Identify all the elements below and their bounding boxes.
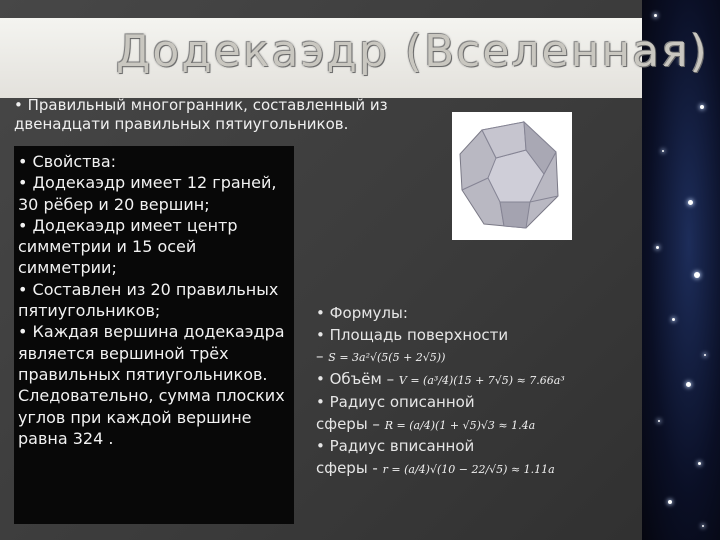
inradius-formula-line — [316, 458, 636, 481]
area-dash: – — [316, 347, 324, 366]
inradius-formula: r = (a/4)√(10 − 22/√5) ≈ 1.11a — [382, 462, 555, 476]
property-item: • Додекаэдр имеет 12 граней, 30 рёбер и 20 вершин; — [18, 173, 277, 214]
circumradius-formula-line — [316, 414, 636, 437]
area-formula: S = 3a²√(5(5 + 2√5)) — [328, 351, 446, 365]
property-item: • Каждая вершина додекаэдра является вершиной трёх правильных пятиугольников. Следовательно, сумма плоских углов при каждой вершине равна 324 . — [18, 322, 285, 448]
area-formula-line — [316, 346, 636, 369]
volume-formula: V = (a³/4)(15 + 7√5) ≈ 7.66a³ — [398, 374, 565, 388]
volume-label: • Объём – — [316, 370, 395, 389]
slide-title: Додекаэдр (Вселенная) — [116, 26, 709, 77]
properties-list — [18, 151, 294, 449]
property-item: • Свойства: — [18, 152, 117, 171]
circumradius-label-2: сферы – — [316, 414, 380, 433]
circumradius-label: • Радиус описанной — [316, 392, 475, 411]
property-item: • Додекаэдр имеет центр симметрии и 15 осей симметрии; — [18, 215, 238, 278]
volume-formula-line — [316, 369, 636, 392]
inradius-label-2: сферы - — [316, 458, 378, 477]
formulas-header: • Формулы: — [316, 304, 408, 322]
dodecahedron-image — [452, 112, 572, 240]
inradius-label: • Радиус вписанной — [316, 437, 475, 456]
area-label: • Площадь поверхности — [316, 325, 509, 344]
property-item: • Составлен из 20 правильных пятиугольников; — [18, 279, 279, 321]
slide-subtitle: • Правильный многогранник, составленный из двенадцати правильных пятиугольников. — [14, 96, 388, 133]
starfield-image — [642, 0, 720, 540]
formulas-block — [316, 303, 636, 481]
circumradius-formula: R = (a/4)(1 + √5)√3 ≈ 1.4a — [384, 418, 536, 432]
